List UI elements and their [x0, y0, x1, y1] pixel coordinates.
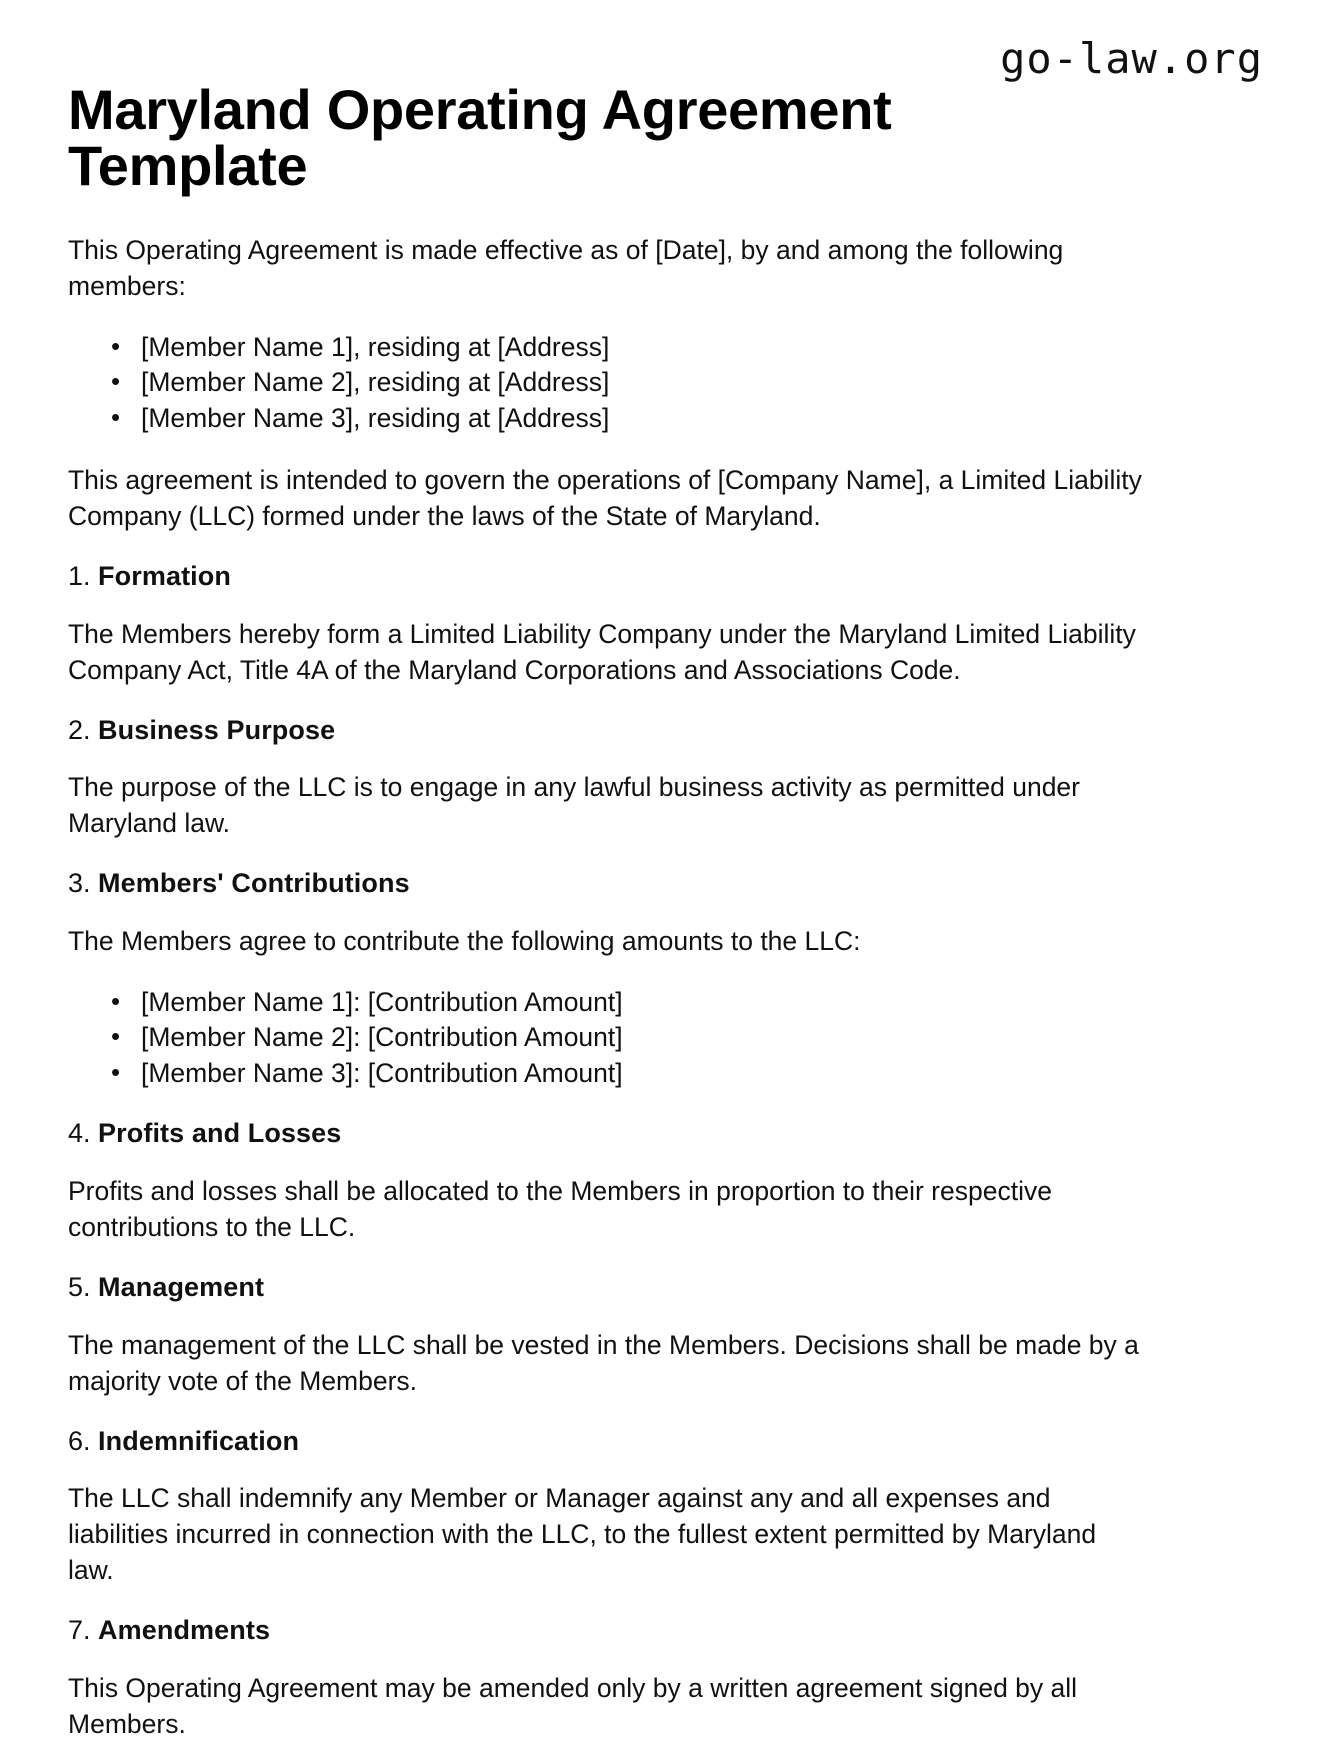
section-body: The Members hereby form a Limited Liability Company under the Maryland Limited Liability Company Act, Title 4A of the Maryland Corporations and Associations Code. [68, 618, 1136, 685]
section-management [68, 1271, 1146, 1399]
intro-paragraph: This Operating Agreement is made effective as of [Date], by and among the following members: [68, 235, 1064, 302]
section-number: 6. [68, 1425, 91, 1456]
section-heading [68, 1425, 1146, 1459]
section-heading [68, 560, 1146, 594]
section-number: 7. [68, 1615, 91, 1646]
section-number: 2. [68, 714, 91, 745]
section-body: The purpose of the LLC is to engage in any lawful business activity as permitted under Maryland law. [68, 772, 1080, 839]
list-item: • [Member Name 2]: [Contribution Amount] [125, 1020, 1146, 1055]
section-title: Profits and Losses [98, 1117, 342, 1148]
section-members-contributions [68, 867, 1146, 1090]
site-logo: go-law.org [1000, 34, 1263, 83]
section-body: The management of the LLC shall be vested in the Members. Decisions shall be made by a majority vote of the Members. [68, 1329, 1139, 1396]
section-body: The Members agree to contribute the following amounts to the LLC: [68, 926, 861, 957]
section-title: Formation [98, 560, 231, 591]
section-title: Amendments [98, 1615, 271, 1646]
section-indemnification [68, 1425, 1146, 1589]
contributions-list [68, 985, 1146, 1091]
section-number: 3. [68, 868, 91, 899]
section-number: 1. [68, 560, 91, 591]
section-number: 5. [68, 1271, 91, 1302]
list-item: • [Member Name 1]: [Contribution Amount] [125, 985, 1146, 1020]
section-title: Management [98, 1271, 265, 1302]
section-heading [68, 1614, 1146, 1648]
section-body: This Operating Agreement may be amended only by a written agreement signed by all Members. [68, 1673, 1078, 1740]
section-number: 4. [68, 1117, 91, 1148]
section-business-purpose [68, 714, 1146, 842]
section-heading [68, 867, 1146, 901]
list-item: • [Member Name 1], residing at [Address] [125, 330, 1146, 365]
page-title: Maryland Operating Agreement Template [68, 78, 892, 197]
section-title: Indemnification [98, 1425, 300, 1456]
section-profits-and-losses [68, 1117, 1146, 1245]
section-heading [68, 714, 1146, 748]
governing-paragraph: This agreement is intended to govern the operations of [Company Name], a Limited Liability Company (LLC) formed under the laws of the State of Maryland. [68, 464, 1142, 531]
section-body: Profits and losses shall be allocated to the Members in proportion to their respective contributions to the LLC. [68, 1175, 1052, 1242]
document-body [68, 232, 1146, 1742]
section-formation [68, 560, 1146, 688]
section-title: Members' Contributions [98, 868, 410, 899]
section-heading [68, 1271, 1146, 1305]
members-list [68, 330, 1146, 436]
list-item: • [Member Name 2], residing at [Address] [125, 365, 1146, 400]
list-item: • [Member Name 3], residing at [Address] [125, 401, 1146, 436]
list-item: • [Member Name 3]: [Contribution Amount] [125, 1056, 1146, 1091]
section-title: Business Purpose [98, 714, 336, 745]
section-body: The LLC shall indemnify any Member or Manager against any and all expenses and liabilities incurred in connection with the LLC, to the fullest extent permitted by Maryland law. [68, 1483, 1097, 1586]
section-heading [68, 1117, 1146, 1151]
